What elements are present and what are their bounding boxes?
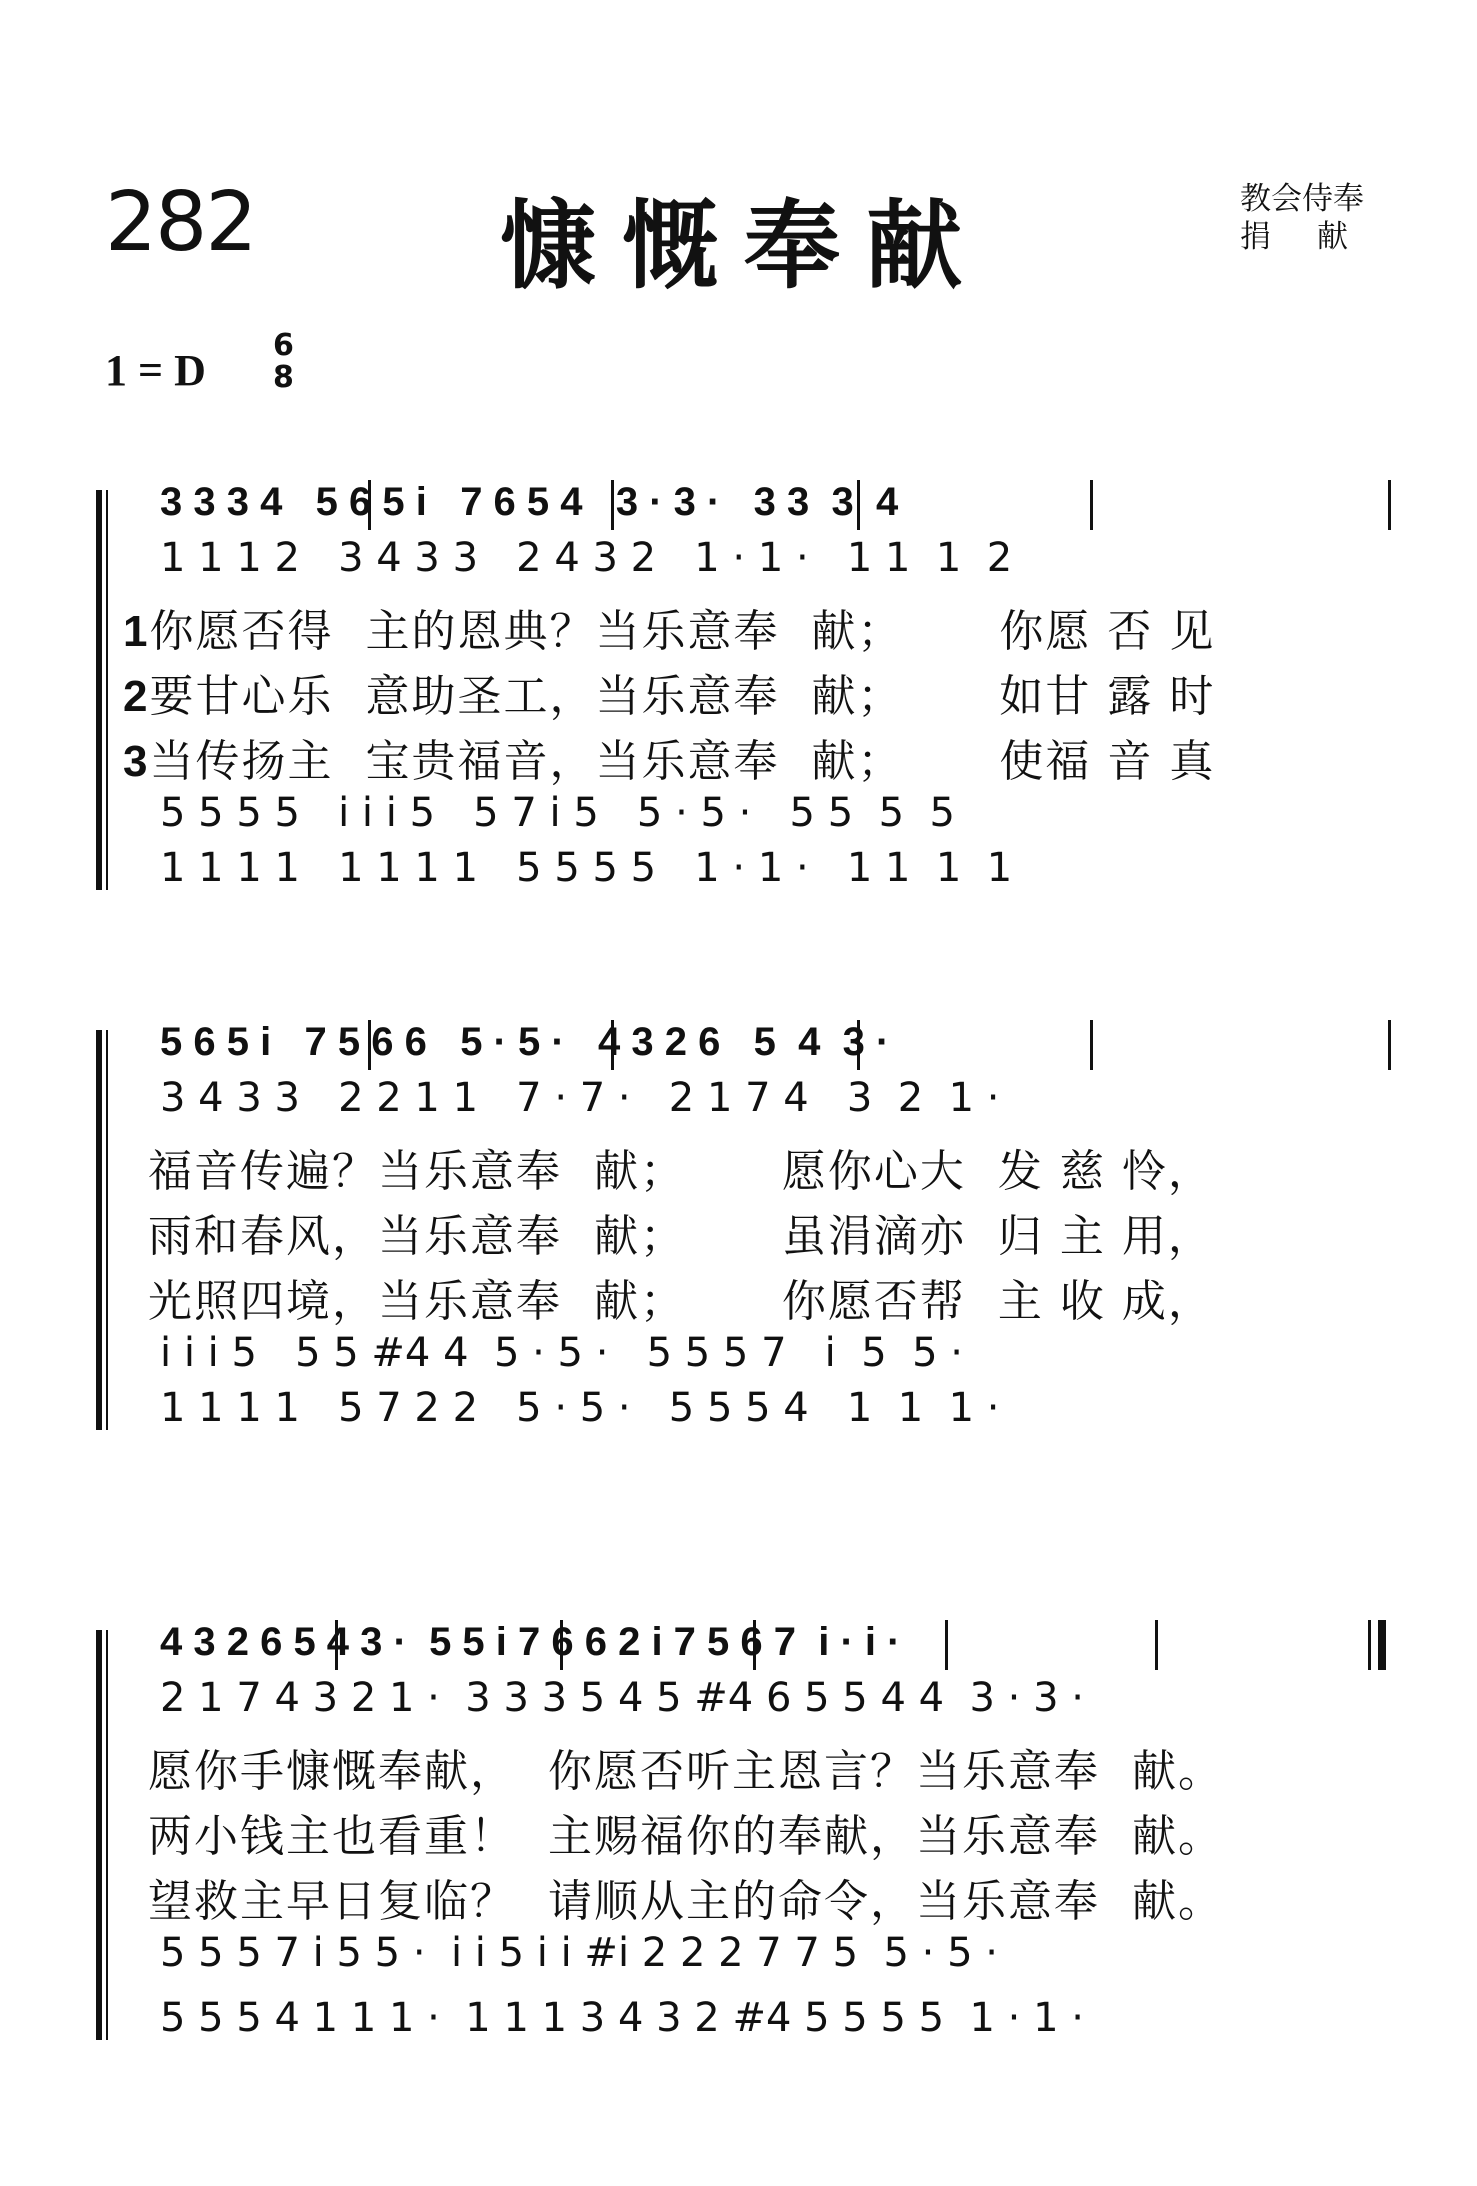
tenor-line: i i i 5 5 5 #4 4 5 · 5 · 5 5 5 7 i 5 5 · <box>160 1330 963 1376</box>
tenor-line: 5 5 5 5 i i i 5 5 7 i 5 5 · 5 · 5 5 5 5 <box>160 790 955 836</box>
alto-line: 1 1 1 2 3 4 3 3 2 4 3 2 1 · 1 · 1 1 1 2 <box>160 535 1013 581</box>
lyric-verse-3: 光照四境，当乐意奉 献； 你愿否帮 主 收 成， <box>148 1276 1214 1327</box>
key-signature: 1 = D <box>105 346 206 395</box>
lyric-verse-1: 福音传遍？当乐意奉 献； 愿你心大 发 慈 怜， <box>148 1146 1214 1197</box>
verse-number: 2 <box>123 672 150 721</box>
credit-line-2: 捐献 <box>1240 219 1394 255</box>
system-bracket <box>96 490 102 890</box>
lyric-verse-1: 愿你手慷慨奉献， 你愿否听主恩言？当乐意奉 献。 <box>148 1746 1224 1797</box>
hymn-title: 慷慨奉献 <box>500 189 988 302</box>
system-bracket-line <box>106 1630 108 2040</box>
lyric-verse-2: 雨和春风，当乐意奉 献； 虽涓滴亦 归 主 用， <box>148 1211 1214 1262</box>
alto-line: 2 1 7 4 3 2 1 · 3 3 3 5 4 5 #4 6 5 5 4 4 3 · 3 · <box>160 1675 1084 1721</box>
bass-line: 1 1 1 1 1 1 1 1 5 5 5 5 1 · 1 · 1 1 1 1 <box>160 845 1013 891</box>
lyric-verse-2: 2要甘心乐 意助圣工，当乐意奉 献； 如甘 露 时 <box>123 671 1216 722</box>
tenor-line: 5 5 5 7 i 5 5 · i i 5 i i #i 2 2 2 7 7 5 5 · 5 · <box>160 1930 998 1976</box>
staff-system-2 <box>0 1010 1477 1430</box>
system-bracket <box>96 1630 102 2040</box>
time-signature-bottom: 8 <box>273 360 294 395</box>
verse-number: 1 <box>123 607 150 656</box>
lyric-verse-1: 1你愿否得 主的恩典？当乐意奉 献； 你愿 否 见 <box>123 606 1216 657</box>
time-signature-top: 6 <box>273 328 294 363</box>
verse-number: 3 <box>123 737 150 786</box>
credit-line-1: 教会侍奉 <box>1240 181 1364 217</box>
time-signature <box>273 330 294 394</box>
alto-line: 3 4 3 3 2 2 1 1 7 · 7 · 2 1 7 4 3 2 1 · <box>160 1075 1000 1121</box>
staff-system-1 <box>0 470 1477 890</box>
system-bracket <box>96 1030 102 1430</box>
credit <box>1240 180 1394 256</box>
bass-line: 1 1 1 1 5 7 2 2 5 · 5 · 5 5 5 4 1 1 1 · <box>160 1385 1000 1431</box>
system-bracket-line <box>106 490 108 890</box>
soprano-line: 5 6 5 i 7 5 6 6 5 · 5 · 4 3 2 6 5 4 3 · <box>160 1020 890 1064</box>
soprano-line: 3 3 3 4 5 6 5 i 7 6 5 4 3 · 3 · 3 3 3 4 <box>160 480 899 524</box>
lyric-verse-3: 3当传扬主 宝贵福音，当乐意奉 献； 使福 音 真 <box>123 736 1216 787</box>
staff-system-3 <box>0 1610 1477 2040</box>
lyric-verse-2: 两小钱主也看重！ 主赐福你的奉献，当乐意奉 献。 <box>148 1811 1224 1862</box>
system-bracket-line <box>106 1030 108 1430</box>
bass-line: 5 5 5 4 1 1 1 · 1 1 1 3 4 3 2 #4 5 5 5 5 1 · 1 · <box>160 1995 1084 2041</box>
hymn-number: 282 <box>105 175 256 270</box>
lyric-verse-3: 望救主早日复临？ 请顺从主的命令，当乐意奉 献。 <box>148 1876 1224 1927</box>
soprano-line: 4 3 2 6 5 4 3 · 5 5 i 7 6 6 2 i 7 5 6 7 i · i · <box>160 1620 901 1664</box>
